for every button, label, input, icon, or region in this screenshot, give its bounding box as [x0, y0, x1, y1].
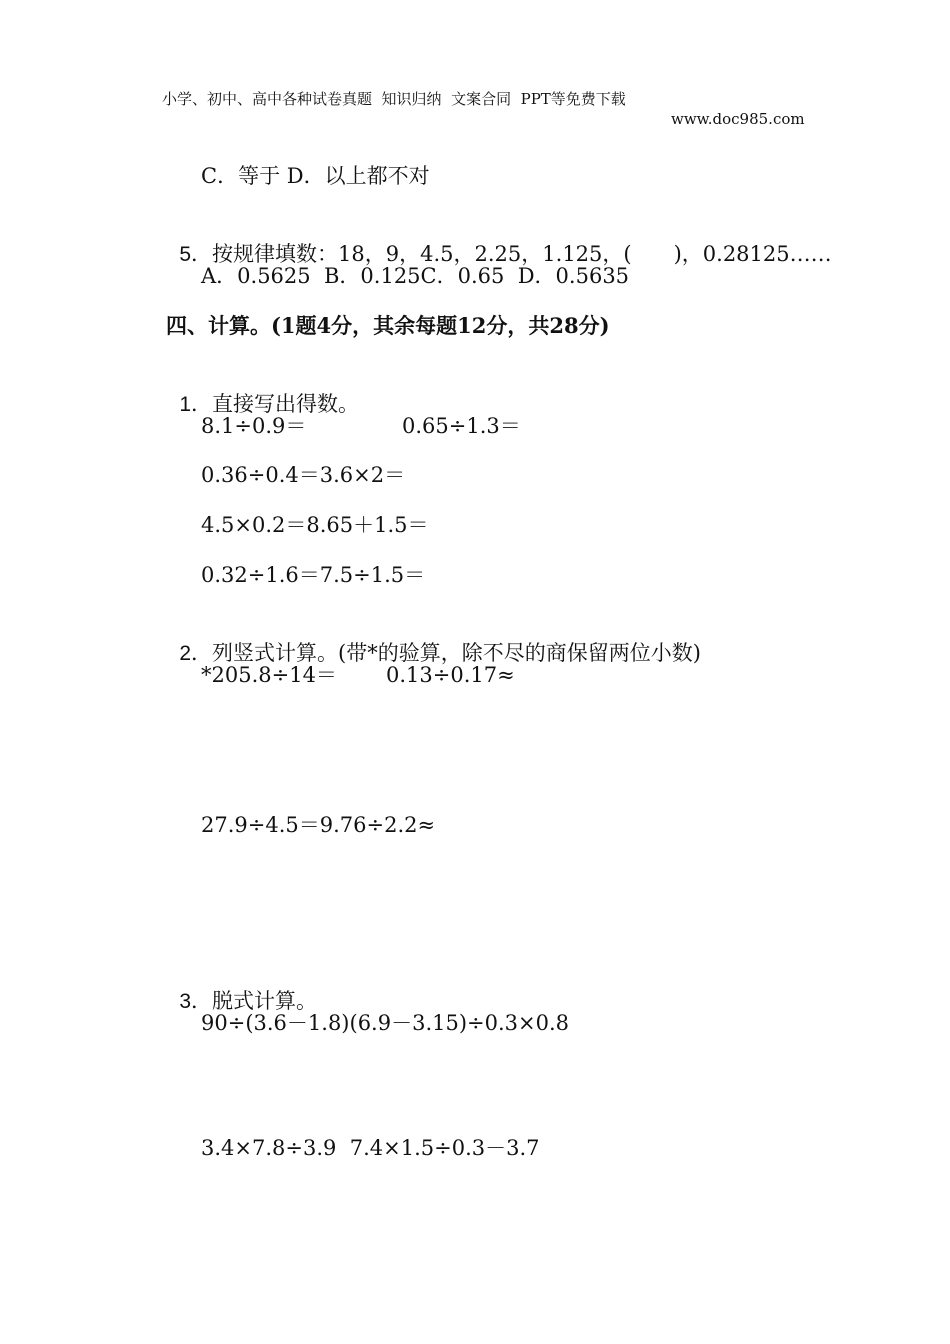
- q4-options-cd: C．等于 D．以上都不对: [201, 164, 430, 188]
- question-3-title: [166, 959, 317, 1016]
- q1-row3: 4.5×0.2＝8.65＋1.5＝: [201, 513, 429, 537]
- question-3-number: 3．: [179, 990, 213, 1013]
- page-header: [0, 69, 950, 129]
- header-text: 小学、初中、高中各种试卷真题 知识归纳 文案合同 PPT等免费下载: [162, 90, 626, 108]
- question-1-text: 直接写出得数。: [212, 392, 360, 416]
- q1-row4: 0.32÷1.6＝7.5÷1.5＝: [201, 563, 426, 587]
- question-1-title: [166, 362, 359, 419]
- q2-row2: 27.9÷4.5＝9.76÷2.2≈: [201, 813, 436, 837]
- question-5-options: A．0.5625 B．0.125C．0.65 D．0.5635: [201, 264, 630, 288]
- q3-row1: 90÷(3.6－1.8)(6.9－3.15)÷0.3×0.8: [201, 1011, 570, 1035]
- section-4-heading: 四、计算。(1题4分，其余每题12分，共28分): [166, 313, 610, 338]
- header-url: www.doc985.com: [671, 110, 805, 128]
- question-2-title: [166, 611, 701, 668]
- q1-row2: 0.36÷0.4＝3.6×2＝: [201, 463, 406, 487]
- question-3-text: 脱式计算。: [212, 989, 318, 1013]
- q1-row1-left: 8.1÷0.9＝: [201, 414, 307, 438]
- q2-row1-left: *205.8÷14＝: [201, 663, 337, 687]
- q2-row1-right: 0.13÷0.17≈: [386, 663, 515, 687]
- question-5: [166, 212, 832, 269]
- question-2-number: 2．: [179, 642, 213, 665]
- q1-row1-right: 0.65÷1.3＝: [402, 414, 521, 438]
- question-5-number: 5．: [179, 243, 213, 266]
- question-5-text: 按规律填数：18，9，4.5，2.25，1.125，( )，0.28125……: [212, 242, 832, 266]
- question-1-number: 1．: [179, 393, 213, 416]
- question-2-text: 列竖式计算。(带*的验算，除不尽的商保留两位小数): [212, 641, 701, 665]
- q3-row2: 3.4×7.8÷3.9 7.4×1.5÷0.3－3.7: [201, 1136, 540, 1160]
